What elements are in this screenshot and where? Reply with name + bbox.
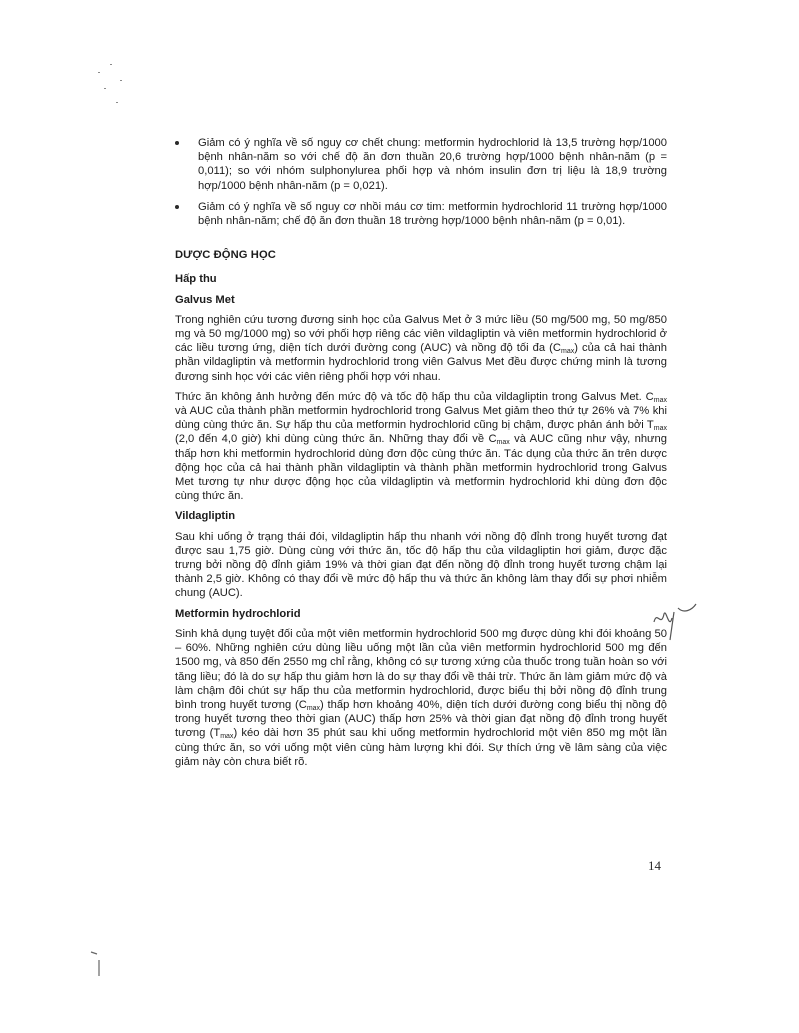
handwritten-initials-signature xyxy=(648,600,698,644)
metformin-paragraph: Sinh khả dụng tuyệt đối của một viên metformin hydrochlorid 500 mg được dùng khi đói khoảng 50 – 60%. Những nghiên cứu dùng liều uống một lần của viên metformin hydrochlorid 500 mg đến 1500 mg, và 850 đến 2550 mg chỉ rằng, không có sự tương xứng của thuốc trong tuần hoàn so với tăng liều; đó là do sự hấp thu giảm hơn là do sự thay đổi về thải trừ. Thức ăn làm giảm mức độ và làm chậm đôi chút sự hấp thu của metformin hydrochlorid, được biểu thị bởi nồng độ đỉnh trung bình trong huyết tương $(C_{max})$ thấp hơn khoảng 40%, diện tích dưới đường cong biểu thị nồng độ trong huyết tương theo thời gian (AUC) thấp hơn 25% và thời gian đạt nồng độ đỉnh trong huyết tương $(T_{max})$ kéo dài hơn 35 phút sau khi uống metformin hydrochlorid một viên 850 mg một lần cùng thức ăn, so với uống một viên cùng hàm lượng khi đói. Sự thích ứng về lâm sàng của việc giảm này còn chưa biết rõ. xyxy=(175,627,667,768)
vildagliptin-paragraph: Sau khi uống ở trạng thái đói, vildagliptin hấp thu nhanh với nồng độ đỉnh trong huyết tương đạt được sau 1,75 giờ. Dùng cùng với thức ăn, tốc độ hấp thu của vildagliptin hơi giảm, được đặc trưng bởi nồng độ đỉnh giảm 19% và thời gian đạt đến nồng độ đỉnh trong huyết tương chậm lại thành 2,5 giờ. Không có thay đổi về mức độ hấp thu và thức ăn không làm thay đổi sự phơi nhiễm chung (AUC). xyxy=(175,530,667,600)
bullet-list xyxy=(175,136,667,228)
page-number: 14 xyxy=(648,858,661,873)
galvus-met-heading: Galvus Met xyxy=(175,293,235,306)
list-item xyxy=(175,136,667,193)
bullet-text: Giảm có ý nghĩa về số nguy cơ nhồi máu cơ tim: metformin hydrochlorid 11 trường hợp/1000 bệnh nhân-năm; chế độ ăn đơn thuần 18 trường hợp/1000 bệnh nhân-năm (p = 0,01). xyxy=(198,200,667,228)
bullet-dot-icon xyxy=(175,141,179,145)
absorption-heading: Hấp thu xyxy=(175,273,217,286)
list-item xyxy=(175,200,667,228)
scan-margin-mark xyxy=(90,948,104,978)
bullet-text: Giảm có ý nghĩa về số nguy cơ chết chung: metformin hydrochlorid là 13,5 trường hợp/1000 bệnh nhân-năm so với chế độ ăn đơn thuần 20,6 trường hợp/1000 bệnh nhân-năm (p = 0,011); so với nhóm sulphonylurea phối hợp và nhóm insulin đơn trị liệu là 18,9 trường hợp/1000 bệnh nhân-năm (p = 0,021). xyxy=(198,137,667,192)
galvus-paragraph-2: Thức ăn không ảnh hưởng đến mức độ và tốc độ hấp thu của vildagliptin trong Galvus Met. $C_{max}$ và AUC của thành phần metformin hydrochlorid trong Galvus Met giảm theo thứ tự 26% và 7% khi dùng cùng thức ăn. Sự hấp thu của metformin hydrochlorid cũng bị chậm, được phản ánh bởi $T_{max}$ (2,0 đến 4,0 giờ) khi dùng cùng thức ăn. Những thay đổi về $C_{max}$ và AUC cũng như vậy, nhưng thấp hơn khi metformin hydrochlorid dùng đơn độc cùng thức ăn. Tác dụng của thức ăn trên dược động học của cả hai thành phần vildagliptin và thành phần metformin hydrochlorid trong Galvus Met tương tự như dược động học của vildagliptin và metformin hydrochlorid khi dùng đơn độc cùng thức ăn. xyxy=(175,390,667,503)
document-body xyxy=(175,136,667,775)
bullet-dot-icon xyxy=(175,205,179,209)
vildagliptin-heading: Vildagliptin xyxy=(175,510,236,523)
metformin-heading: Metformin hydrochlorid xyxy=(175,607,301,620)
section-title: DƯỢC ĐỘNG HỌC xyxy=(175,249,276,262)
scan-artifact-specks xyxy=(96,62,136,112)
galvus-paragraph-1: Trong nghiên cứu tương đương sinh học của Galvus Met ở 3 mức liều (50 mg/500 mg, 50 mg/850 mg và 50 mg/1000 mg) so với phối hợp riêng các viên vildagliptin và viên metformin hydrochlorid ở các liều tương ứng, diện tích dưới đường cong (AUC) và nồng độ tối đa $(C_{max})$ của cả hai thành phần vildagliptin và metformin hydrochlorid trong viên Galvus Met đều được chứng minh là tương đương sinh học với các viên riêng phối hợp với nhau. xyxy=(175,313,668,383)
